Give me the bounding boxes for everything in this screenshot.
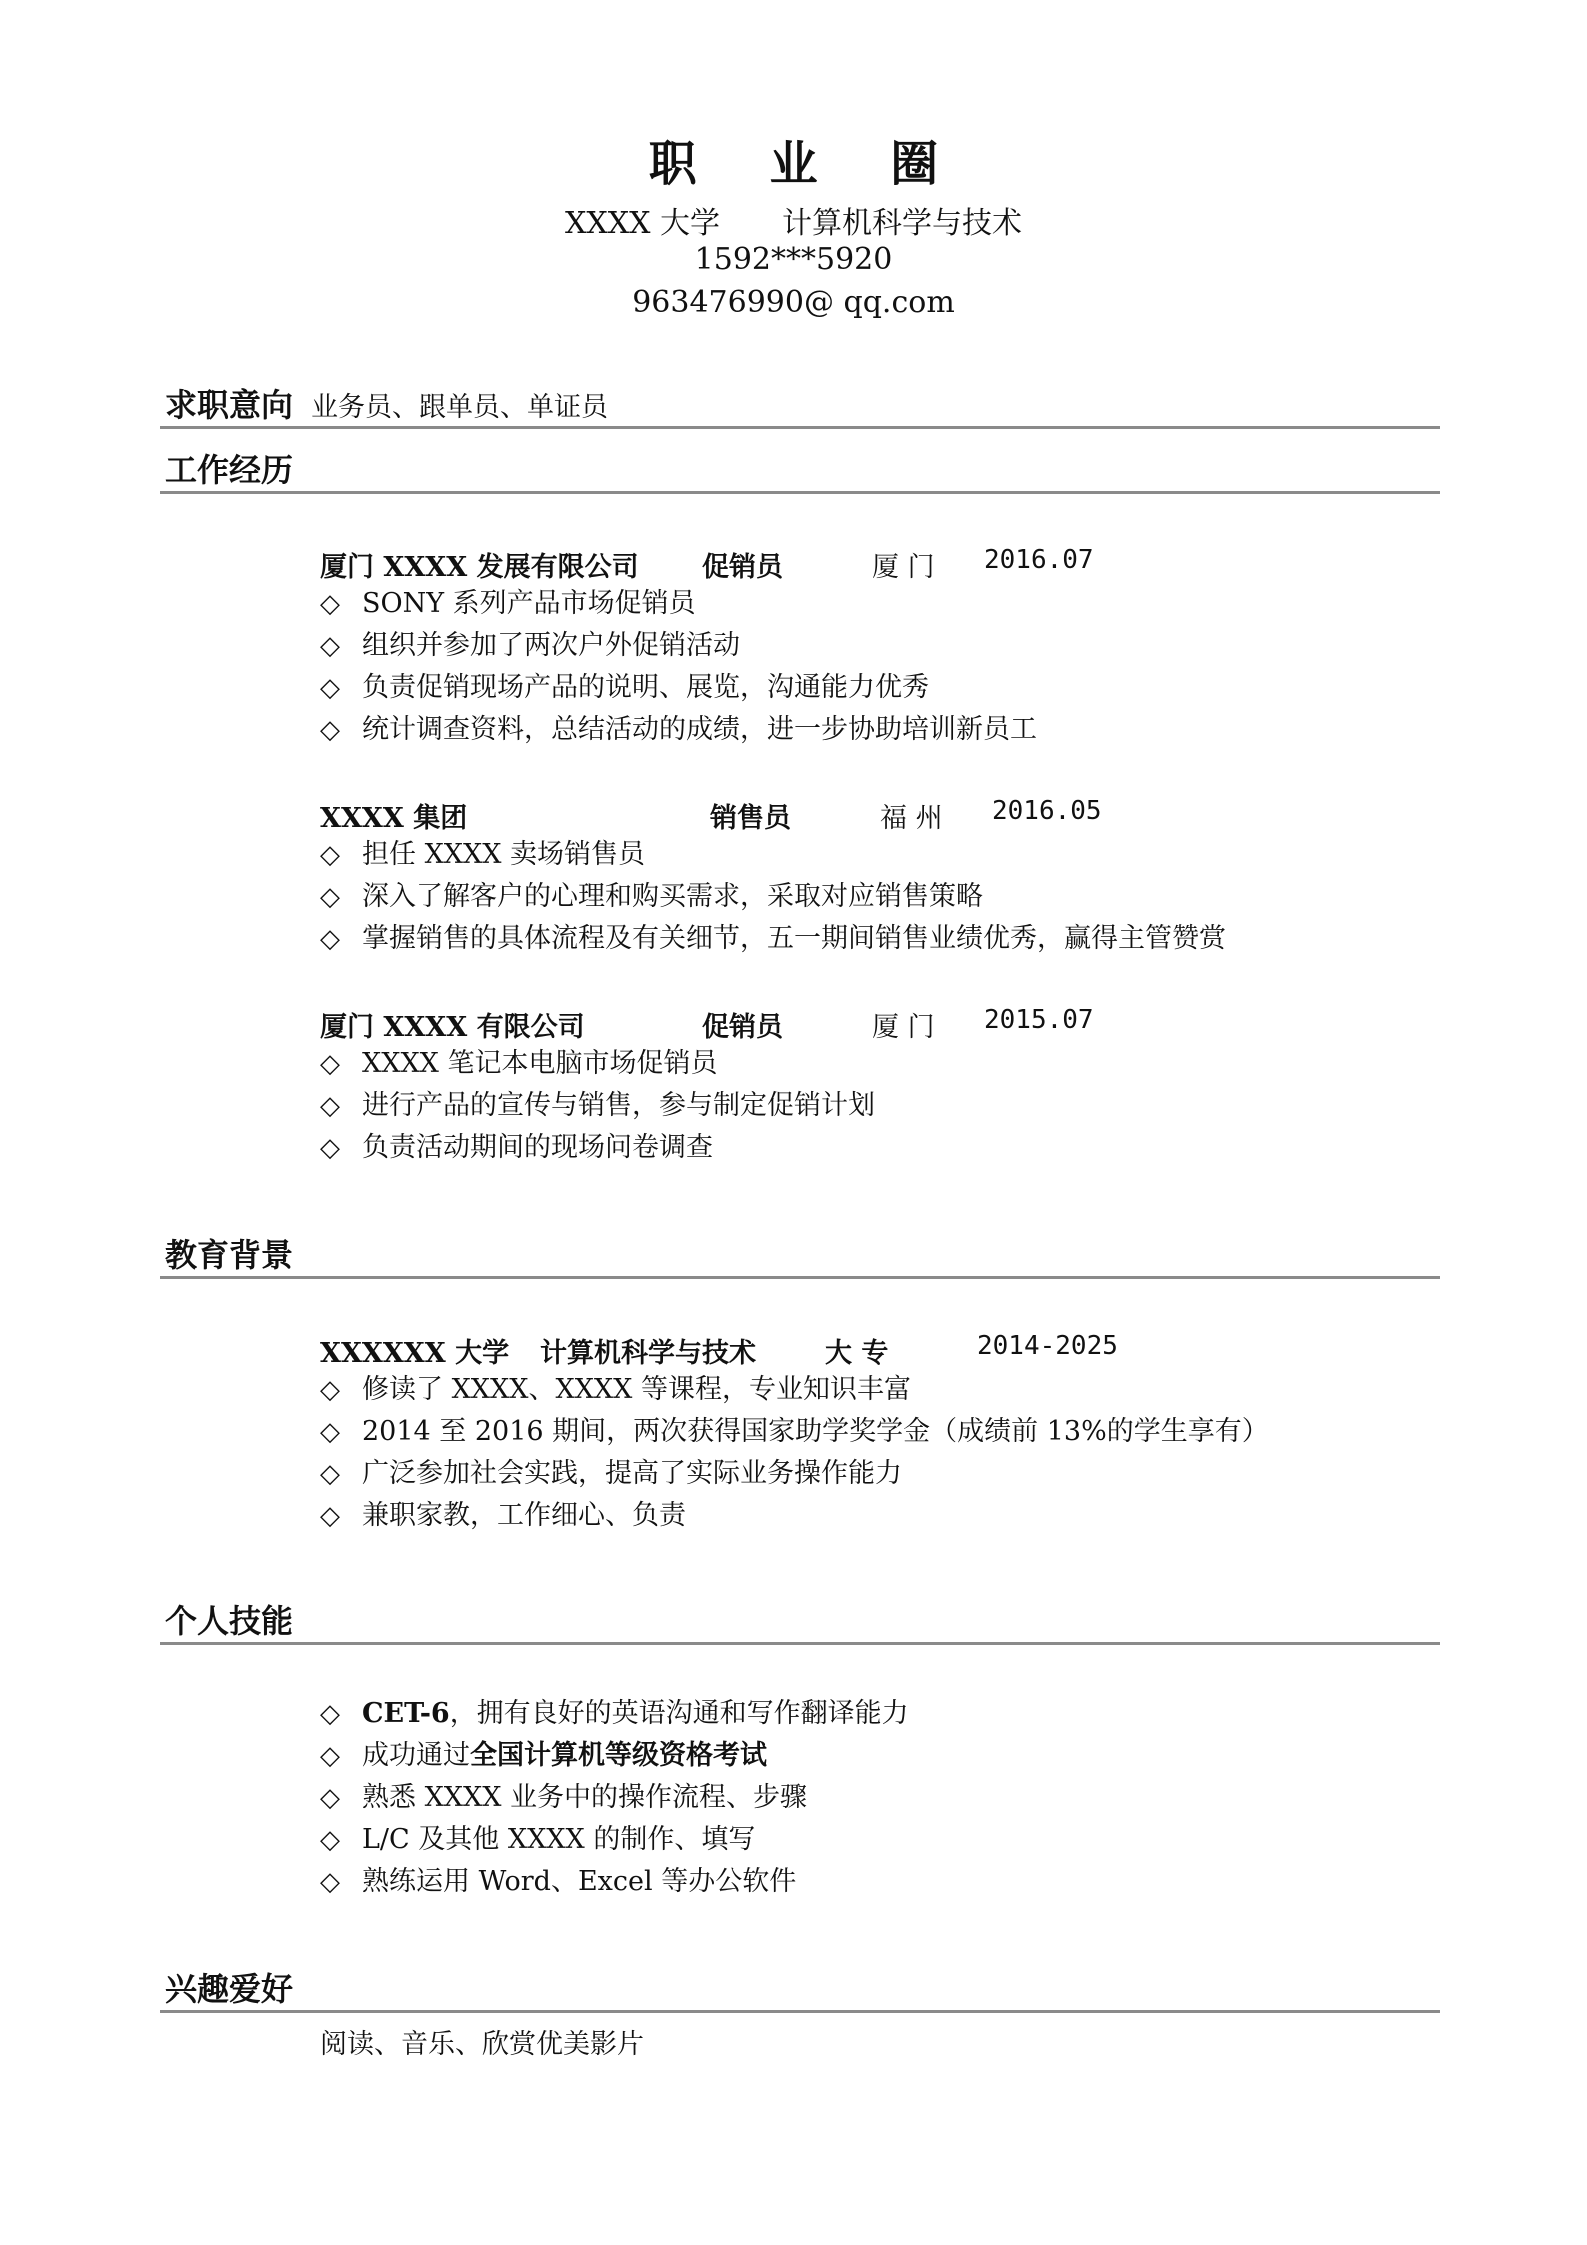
work-section-title: 工作经历	[165, 451, 294, 489]
objective-value: 业务员、跟单员、单证员	[311, 392, 609, 423]
job-role: 销售员	[710, 803, 791, 834]
diamond-bullet-icon: ◇	[320, 589, 340, 619]
list-item: ◇ XXXX 笔记本电脑市场促销员	[320, 1048, 718, 1079]
company-name: 厦门 XXXX 有限公司	[320, 1012, 585, 1043]
job-date: 2016.07	[984, 545, 1094, 575]
list-item: ◇ L/C 及其他 XXXX 的制作、填写	[320, 1824, 756, 1855]
objective-title: 求职意向	[165, 386, 294, 424]
section-divider	[160, 2010, 1440, 2013]
phone-number: 1592***5920	[694, 242, 893, 277]
job-role: 促销员	[702, 552, 783, 583]
diamond-bullet-icon: ◇	[320, 1417, 340, 1447]
education-major: 计算机科学与技术	[540, 1338, 756, 1369]
hobbies-value: 阅读、音乐、欣赏优美影片	[320, 2029, 644, 2060]
list-item: ◇ 熟练运用 Word、Excel 等办公软件	[320, 1866, 797, 1897]
list-item: ◇ 负责促销现场产品的说明、展览，沟通能力优秀	[320, 672, 929, 703]
school-name: XXXX 大学	[565, 206, 720, 241]
diamond-bullet-icon: ◇	[320, 673, 340, 703]
diamond-bullet-icon: ◇	[320, 1375, 340, 1405]
list-item: ◇ 修读了 XXXX、XXXX 等课程，专业知识丰富	[320, 1374, 911, 1405]
company-name: XXXX 集团	[320, 803, 468, 834]
job-city: 厦 门	[872, 552, 935, 583]
diamond-bullet-icon: ◇	[320, 1501, 340, 1531]
diamond-bullet-icon: ◇	[320, 1699, 340, 1729]
diamond-bullet-icon: ◇	[320, 882, 340, 912]
diamond-bullet-icon: ◇	[320, 1867, 340, 1897]
job-date: 2016.05	[992, 796, 1102, 826]
diamond-bullet-icon: ◇	[320, 1825, 340, 1855]
list-item: ◇ 组织并参加了两次户外促销活动	[320, 630, 740, 661]
candidate-name: 职 业 圈	[648, 136, 967, 192]
hobbies-section-title: 兴趣爱好	[165, 1970, 294, 2008]
major-name: 计算机科学与技术	[781, 206, 1022, 241]
diamond-bullet-icon: ◇	[320, 1741, 340, 1771]
diamond-bullet-icon: ◇	[320, 1049, 340, 1079]
diamond-bullet-icon: ◇	[320, 715, 340, 745]
list-item: ◇ 熟悉 XXXX 业务中的操作流程、步骤	[320, 1782, 808, 1813]
job-role: 促销员	[702, 1012, 783, 1043]
list-item: ◇ 负责活动期间的现场问卷调查	[320, 1132, 713, 1163]
section-divider	[160, 1642, 1440, 1645]
school-major-line	[0, 198, 1587, 242]
list-item: ◇ SONY 系列产品市场促销员	[320, 588, 696, 619]
diamond-bullet-icon: ◇	[320, 1133, 340, 1163]
diamond-bullet-icon: ◇	[320, 631, 340, 661]
job-date: 2015.07	[984, 1005, 1094, 1035]
diamond-bullet-icon: ◇	[320, 1091, 340, 1121]
section-divider	[160, 1276, 1440, 1279]
education-years: 2014-2025	[977, 1331, 1118, 1361]
list-item: ◇ 掌握销售的具体流程及有关细节，五一期间销售业绩优秀，赢得主管赞赏	[320, 923, 1226, 954]
diamond-bullet-icon: ◇	[320, 1783, 340, 1813]
skills-section-title: 个人技能	[165, 1602, 294, 1640]
email-address: 963476990@ qq.com	[632, 285, 955, 320]
objective-section	[165, 380, 608, 426]
section-divider	[160, 491, 1440, 494]
company-name: 厦门 XXXX 发展有限公司	[320, 552, 639, 583]
job-city: 厦 门	[872, 1012, 935, 1043]
list-item: ◇ 2014 至 2016 期间，两次获得国家助学奖学金（成绩前 13%的学生享有）	[320, 1416, 1269, 1447]
education-degree: 大 专	[825, 1338, 889, 1369]
diamond-bullet-icon: ◇	[320, 840, 340, 870]
list-item: ◇ 统计调查资料，总结活动的成绩，进一步协助培训新员工	[320, 714, 1037, 745]
list-item: ◇ 成功通过全国计算机等级资格考试	[320, 1740, 767, 1771]
list-item: ◇ 兼职家教，工作细心、负责	[320, 1500, 686, 1531]
education-section-title: 教育背景	[165, 1236, 294, 1274]
list-item: ◇ CET-6，拥有良好的英语沟通和写作翻译能力	[320, 1698, 909, 1729]
diamond-bullet-icon: ◇	[320, 1459, 340, 1489]
education-school: XXXXXX 大学	[320, 1338, 510, 1369]
job-city: 福 州	[880, 803, 943, 834]
diamond-bullet-icon: ◇	[320, 924, 340, 954]
list-item: ◇ 深入了解客户的心理和购买需求，采取对应销售策略	[320, 881, 983, 912]
section-divider	[160, 426, 1440, 429]
list-item: ◇ 担任 XXXX 卖场销售员	[320, 839, 646, 870]
list-item: ◇ 进行产品的宣传与销售，参与制定促销计划	[320, 1090, 875, 1121]
list-item: ◇ 广泛参加社会实践，提高了实际业务操作能力	[320, 1458, 902, 1489]
